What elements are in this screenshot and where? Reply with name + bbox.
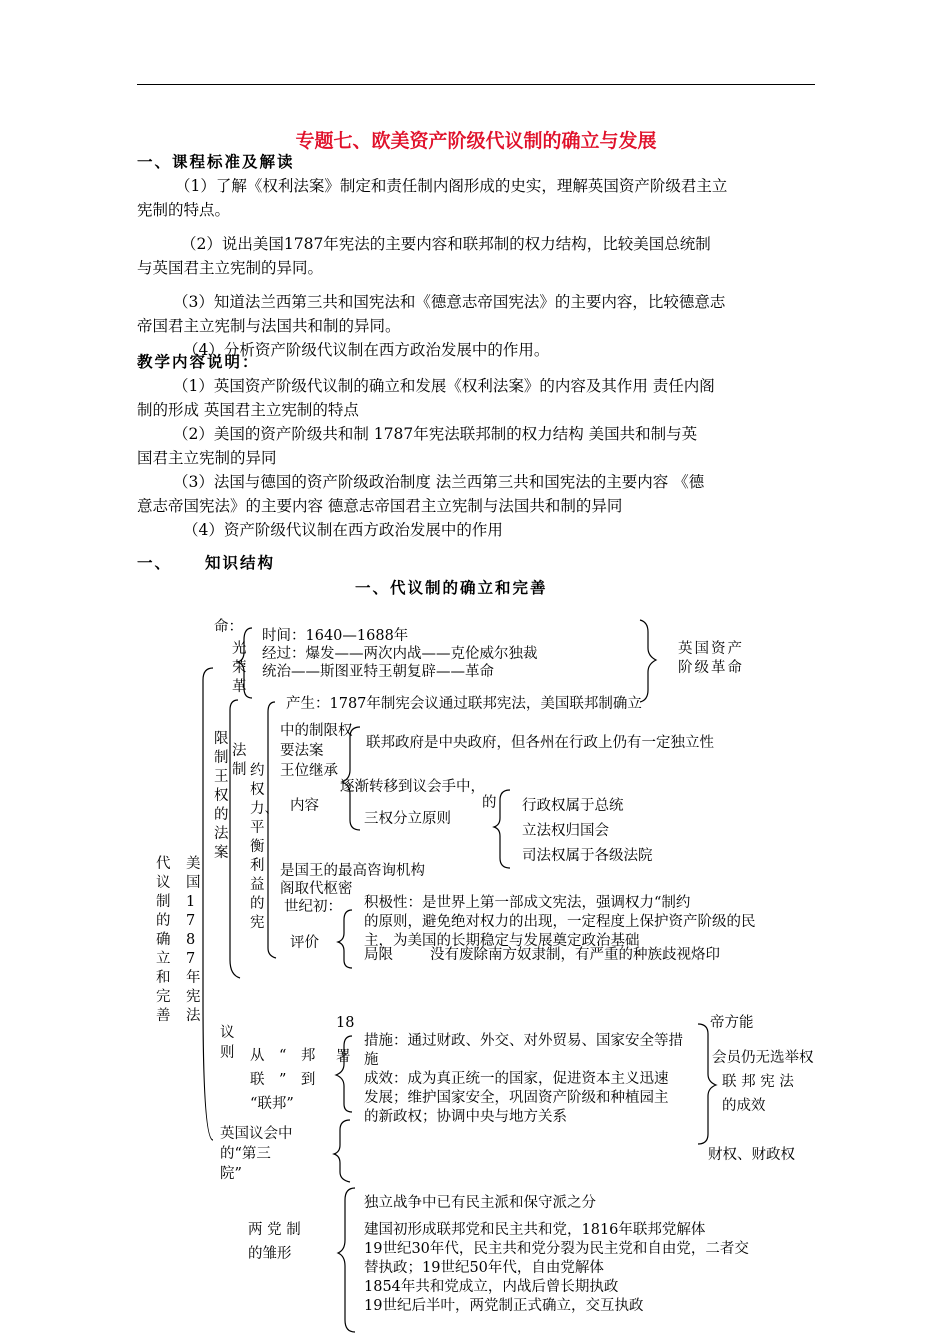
section-number: 一、 xyxy=(137,554,173,572)
evaluation-positive xyxy=(364,894,784,951)
two-party-line: 的雏形 xyxy=(248,1246,292,1262)
standard-line: （4）分析资产阶级代议制在西方政治发展中的作用。 xyxy=(183,341,550,359)
frag-ming: 命： xyxy=(214,619,243,635)
two-party-label xyxy=(248,1218,301,1266)
section-heading-contents: 教学内容说明： xyxy=(137,353,260,371)
eval-line: 积极性：是世界上第一部成文宪法，强调权力“制约 xyxy=(364,895,691,911)
content-line: 意志帝国宪法》的主要内容 德意志帝国君主立宪制与法国共和制的异同 xyxy=(137,497,623,515)
party-history xyxy=(364,1194,804,1316)
party-line: 建国初形成联邦党和民主共和党，1816年联邦党解体 xyxy=(364,1222,706,1238)
federal-constitution-effect xyxy=(722,1070,794,1118)
party-line: 19世纪后半叶，两党制正式确立，交互执政 xyxy=(364,1298,644,1314)
privy-council-frag: 是国王的最高咨询机构 xyxy=(280,863,425,879)
conf-line: “联邦” xyxy=(250,1096,294,1112)
main-topic-label: 代议制的确立和完善 xyxy=(156,856,171,1024)
frag-guangrong: 光荣革 xyxy=(232,641,247,695)
frag-shu: 署 xyxy=(336,1049,351,1065)
standard-line: （1）了解《权利法案》制定和责任制内阁形成的史实，理解英国资产阶级君主立 xyxy=(175,177,728,195)
party-line: 1854年共和党成立，内战后曾长期执政 xyxy=(364,1279,619,1295)
section-heading-structure: 知识结构 xyxy=(205,554,276,572)
eval-line: 主，为美国的长期稳定与发展奠定政治基础 xyxy=(364,933,640,949)
house-line: 英国议会中 xyxy=(220,1126,293,1142)
fed-effect-line: 联 邦 宪 法 xyxy=(722,1074,794,1090)
fed-effect-line: 的成效 xyxy=(722,1098,766,1114)
limit-royal-power-label: 限制王权的法案 xyxy=(214,731,229,861)
content-line: 制的形成 英国君主立宪制的特点 xyxy=(137,401,359,419)
diagram-heading: 一、代议制的确立和完善 xyxy=(355,579,548,597)
standard-line: 宪制的特点。 xyxy=(137,201,231,219)
third-house-label xyxy=(220,1124,293,1184)
effect-line: 成效：成为真正统一的国家，促进资本主义迅速 xyxy=(364,1071,669,1087)
party-line: 19世纪30年代，民主共和党分裂为民主党和自由党，二者交 xyxy=(364,1241,749,1257)
standard-line: 与英国君主立宪制的异同。 xyxy=(137,259,324,277)
frag-wangwei: 王位继承 xyxy=(280,763,338,779)
party-line: 替执政；19世纪50年代，自由党解体 xyxy=(364,1260,604,1276)
standard-line: 帝国君主立宪制与法国共和制的异同。 xyxy=(137,317,401,335)
effects xyxy=(364,1070,704,1127)
frag-fazhi: 法制 xyxy=(232,743,247,778)
content-line: （1）英国资产阶级代议制的确立和发展《权利法案》的内容及其作用 责任内阁 xyxy=(173,377,715,395)
revolution-process: 经过：爆发——两次内战——克伦威尔独裁 xyxy=(262,646,538,662)
content-line: （4）资产阶级代议制在西方政治发展中的作用 xyxy=(183,521,503,539)
evaluation-limit: 没有废除南方奴隶制，有严重的种族歧视烙印 xyxy=(430,947,720,963)
section-heading-standards: 一、课程标准及解读 xyxy=(137,153,295,171)
frag-finance: 财权、财政权 xyxy=(708,1147,795,1163)
content-line: （2）美国的资产阶级共和制 1787年宪法联邦制的权力结构 美国共和制与英 xyxy=(173,425,698,443)
separation-of-powers: 三权分立原则 xyxy=(364,811,451,827)
usa-constitution-label: 美国1787年宪法 xyxy=(186,856,201,1024)
frag-de: 的 xyxy=(482,795,497,811)
measures-line: 施 xyxy=(364,1052,379,1068)
content-line: （3）法国与德国的资产阶级政治制度 法兰西第三共和国宪法的主要内容 《德 xyxy=(173,473,705,491)
frag-yi: 议 xyxy=(220,1025,235,1041)
cabinet-frag: 阁取代枢密 xyxy=(280,881,353,897)
branch-legislative: 立法权归国会 xyxy=(522,823,609,839)
branch-executive: 行政权属于总统 xyxy=(522,798,624,814)
confederation-to-federation xyxy=(250,1044,315,1116)
measures xyxy=(364,1032,704,1070)
evaluation-label: 评价 xyxy=(290,935,319,951)
federal-government: 联邦政府是中央政府，但各州在行政上仍有一定独立性 xyxy=(366,735,714,751)
content-line: 国君主立宪制的异同 xyxy=(137,449,277,467)
conf-line: 从 “ 邦 xyxy=(250,1048,316,1064)
revolution-process-2: 统治——斯图亚特王朝复辟——革命 xyxy=(262,664,494,680)
two-party-line: 两 党 制 xyxy=(248,1222,301,1238)
frag-difang: 帝方能 xyxy=(710,1015,754,1031)
frag-no-vote: 会员仍无选举权 xyxy=(712,1050,814,1066)
conf-line: 联 ” 到 xyxy=(250,1072,316,1088)
frag-yaofa: 要法案 xyxy=(280,743,324,759)
effect-line: 发展；维护国家安全，巩固资产阶级和种植园主 xyxy=(364,1090,669,1106)
frag-power-transfer: 逐渐转移到议会手中， xyxy=(340,779,485,795)
century-frag: 世纪初： xyxy=(284,899,342,915)
branch-judicial: 司法权属于各级法院 xyxy=(522,848,653,864)
standard-line: （3）知道法兰西第三共和国宪法和《德意志帝国宪法》的主要内容，比较德意志 xyxy=(173,293,726,311)
content-label: 内容 xyxy=(290,798,319,814)
standard-line: （2）说出美国1787年宪法的主要内容和联邦制的权力结构，比较美国总统制 xyxy=(181,235,711,253)
revolution-time: 时间：1640—1688年 xyxy=(262,628,409,644)
party-line: 独立战争中已有民主派和保守派之分 xyxy=(364,1195,596,1211)
effect-line: 的新政权；协调中央与地方关系 xyxy=(364,1109,567,1125)
english-revolution-label: 英国资产阶级革命 xyxy=(678,641,744,676)
frag-zhongzhi: 中的制限权 xyxy=(280,723,353,739)
constitution-produce: 产生：1787年制宪会议通过联邦宪法，美国联邦制确立 xyxy=(286,696,642,712)
constrain-power-label: 约权力、平衡利益的宪 xyxy=(250,763,279,931)
frag-ze: 则 xyxy=(220,1045,235,1061)
frag-18: 18 xyxy=(336,1015,355,1031)
house-line: 院” xyxy=(220,1166,242,1182)
page-title: 专题七、欧美资产阶级代议制的确立与发展 xyxy=(295,130,657,152)
evaluation-limit-label: 局限 xyxy=(364,947,393,963)
measures-line: 措施：通过财政、外交、对外贸易、国家安全等措 xyxy=(364,1033,683,1049)
house-line: 的“第三 xyxy=(220,1146,271,1162)
eval-line: 的原则，避免绝对权力的出现，一定程度上保护资产阶级的民 xyxy=(364,914,756,930)
